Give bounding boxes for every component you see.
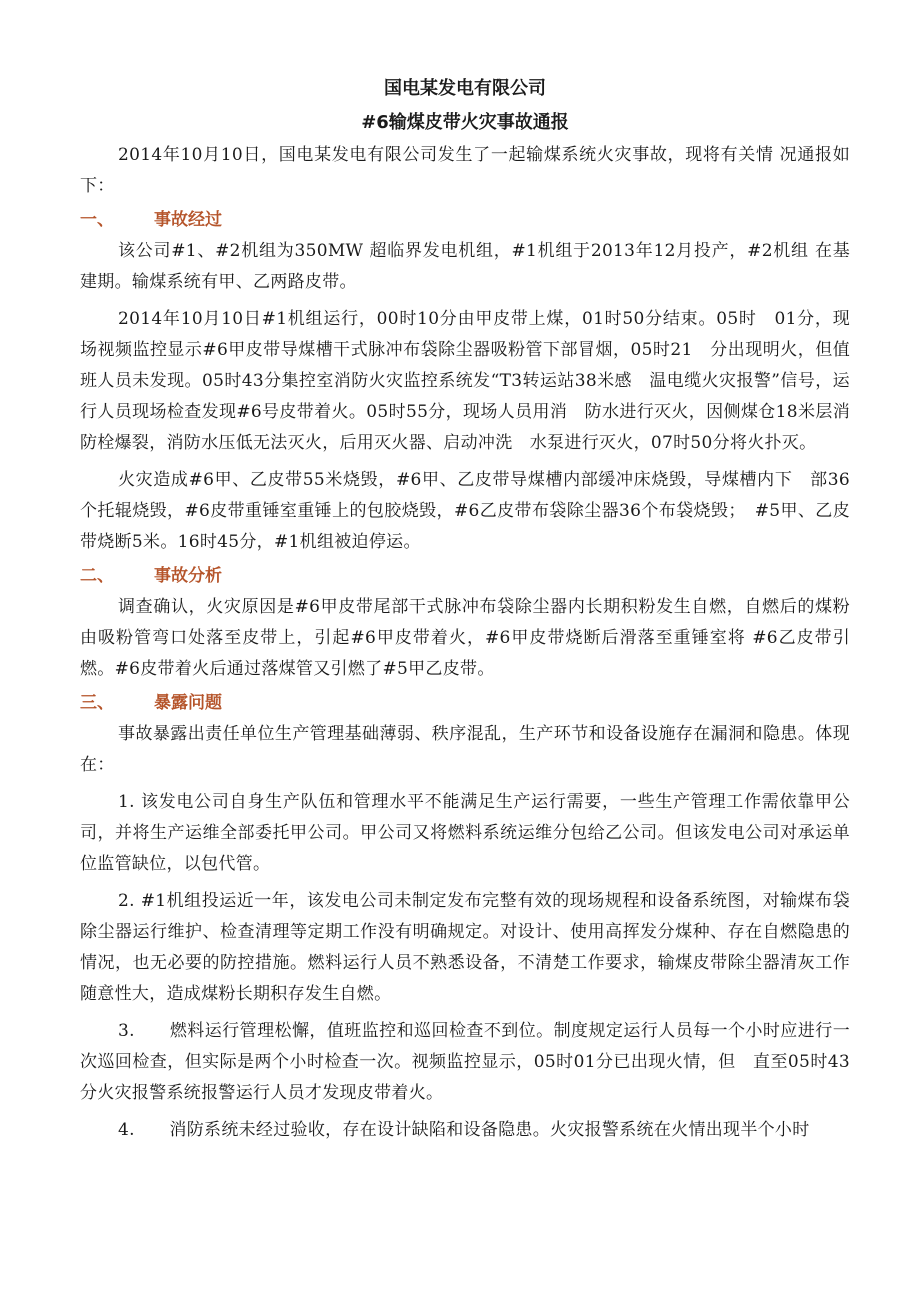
section-title: 事故分析: [154, 566, 222, 586]
section-heading-2: [80, 560, 850, 592]
section-heading-3: [80, 687, 850, 719]
paragraph: 调查确认，火灾原因是#6甲皮带尾部干式脉冲布袋除尘器内长期积粉发生自燃，自燃后的煤粉由吸粉管弯口处落至皮带上，引起#6甲皮带着火，#6甲皮带烧断后滑落至重锤室将 #6乙皮带引燃。#6皮带着火后通过落煤管又引燃了#5甲乙皮带。: [80, 597, 850, 679]
document-page: [80, 72, 850, 1146]
numbered-item: 4. 消防系统未经过验收，存在设计缺陷和设备隐患。火灾报警系统在火情出现半个小时: [118, 1120, 810, 1140]
numbered-item: 2. #1机组投运近一年，该发电公司未制定发布完整有效的现场规程和设备系统图，对输煤布袋除尘器运行维护、检查清理等定期工作没有明确规定。对设计、使用高挥发分煤种、存在自燃隐患的情况，也无必要的防控措施。燃料运行人员不熟悉设备，不清楚工作要求，输煤皮带除尘器清灰工作随意性大，造成煤粉长期积存发生自燃。: [80, 891, 850, 1004]
numbered-item: 1. 该发电公司自身生产队伍和管理水平不能满足生产运行需要，一些生产管理工作需依靠甲公司，并将生产运维全部委托甲公司。甲公司又将燃料系统运维分包给乙公司。但该发电公司对承运单位监管缺位，以包代管。: [80, 792, 850, 874]
section-number: 一、: [80, 210, 114, 230]
paragraph: 2014年10月10日#1机组运行，00时10分由甲皮带上煤，01时50分结束。05时 01分，现场视频监控显示#6甲皮带导煤槽干式脉冲布袋除尘器吸粉管下部冒烟，05时21 分出现明火，但值班人员未发现。05时43分集控室消防火灾监控系统发“T3转运站38米感 温电缆火灾报警”信号，运行人员现场检查发现#6号皮带着火。05时55分，现场人员用消 防水进行灭火，因侧煤仓18米层消防栓爆裂，消防水压低无法灭火，后用灭火器、启动冲洗 水泵进行灭火，07时50分将火扑灭。: [80, 309, 850, 453]
section-number: 三、: [80, 693, 114, 713]
section-title: 暴露问题: [154, 693, 222, 713]
section-heading-1: [80, 204, 850, 236]
paragraph: 火灾造成#6甲、乙皮带55米烧毁，#6甲、乙皮带导煤槽内部缓冲床烧毁，导煤槽内下 部36个托辊烧毁，#6皮带重锤室重锤上的包胶烧毁，#6乙皮带布袋除尘器36个布袋烧毁； #5甲、乙皮带烧断5米。16时45分，#1机组被迫停运。: [80, 470, 850, 552]
paragraph: 该公司#1、#2机组为350MW 超临界发电机组，#1机组于2013年12月投产，#2机组 在基建期。输煤系统有甲、乙两路皮带。: [80, 241, 850, 292]
section-number: 二、: [80, 566, 114, 586]
paragraph: 事故暴露出责任单位生产管理基础薄弱、秩序混乱，生产环节和设备设施存在漏洞和隐患。体现在：: [80, 724, 850, 775]
document-title: #6输煤皮带火灾事故通报: [361, 112, 569, 133]
section-title: 事故经过: [154, 210, 222, 230]
company-name: 国电某发电有限公司: [384, 78, 546, 99]
intro-paragraph: 2014年10月10日，国电某发电有限公司发生了一起输煤系统火灾事故，现将有关情 况通报如下：: [80, 145, 850, 196]
numbered-item: 3. 燃料运行管理松懈，值班监控和巡回检查不到位。制度规定运行人员每一个小时应进行一次巡回检查，但实际是两个小时检查一次。视频监控显示，05时01分已出现火情，但 直至05时43分火灾报警系统报警运行人员才发现皮带着火。: [80, 1021, 850, 1103]
